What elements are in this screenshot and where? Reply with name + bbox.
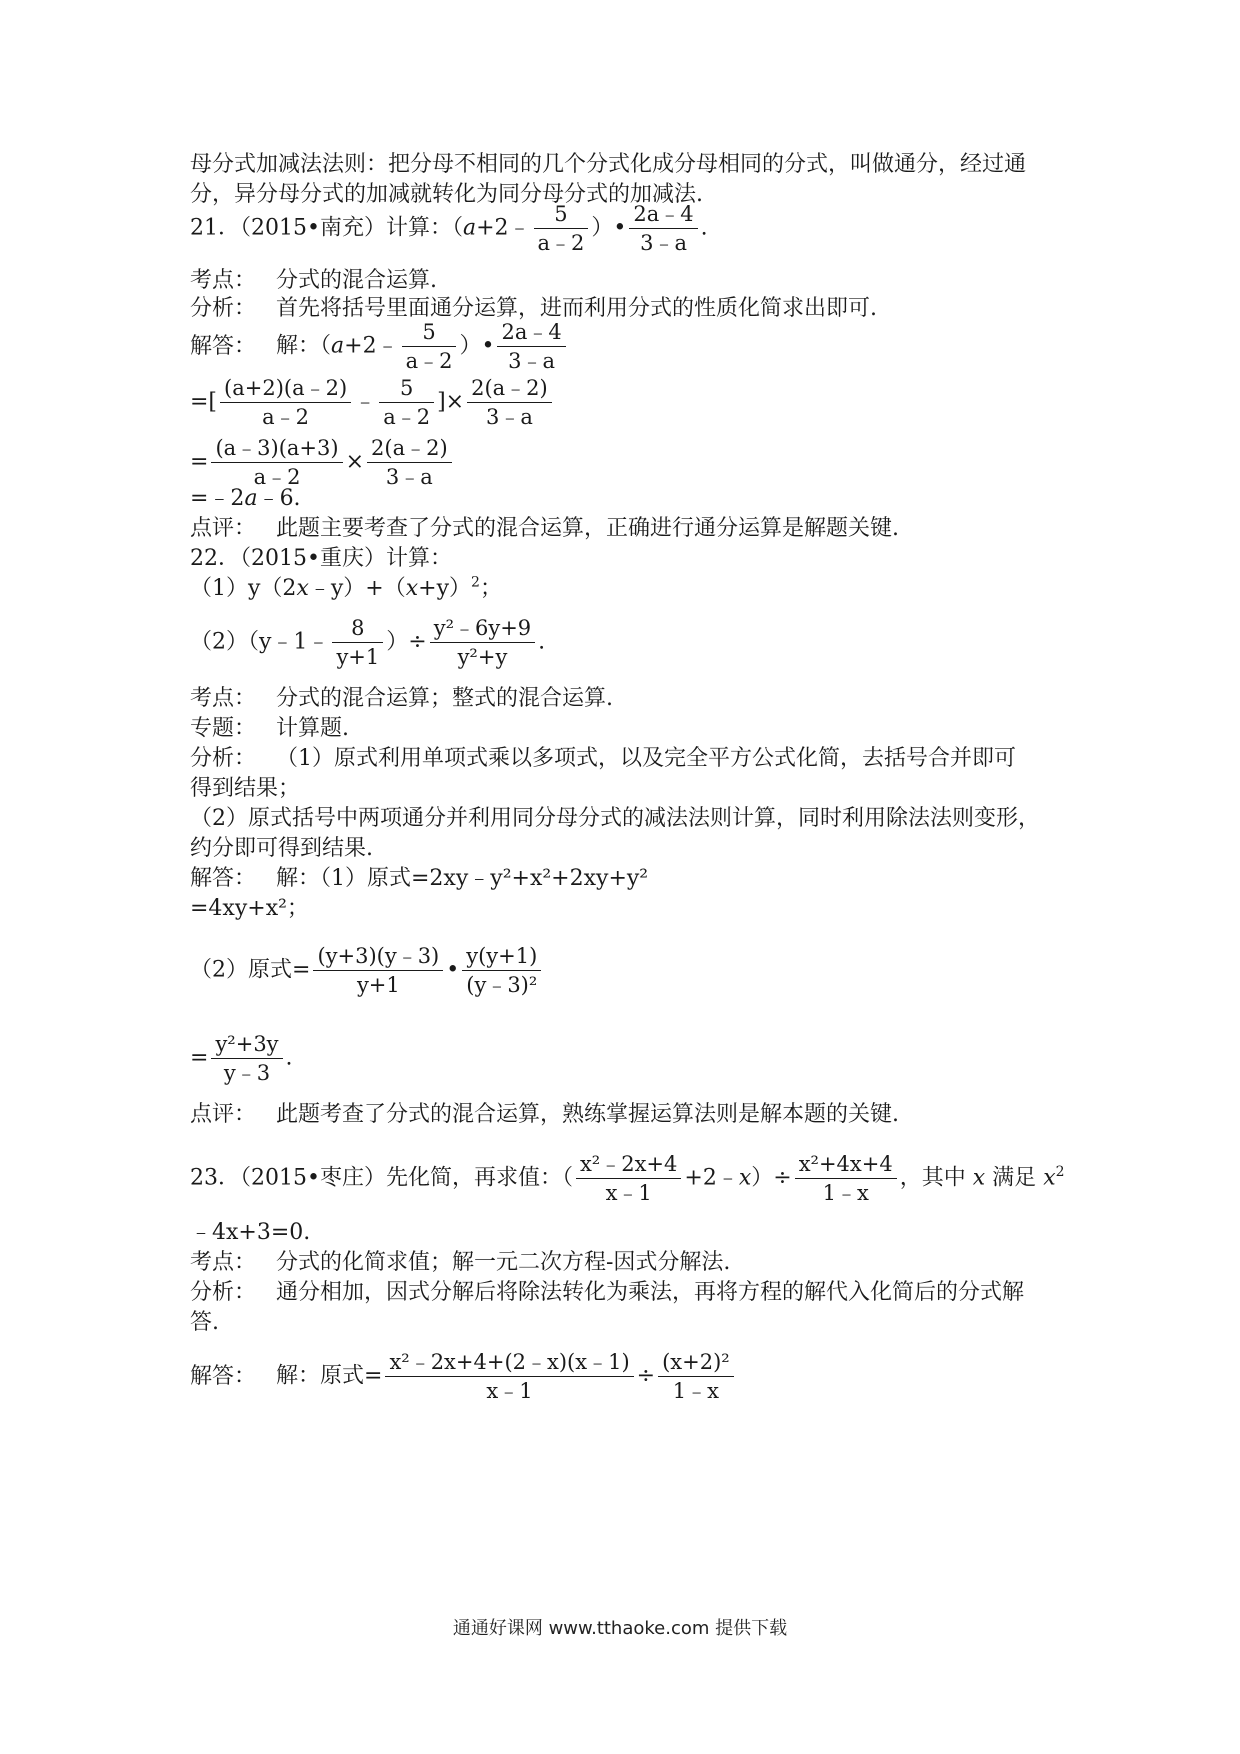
q22-fenxi-2: （2）原式括号中两项通分并利用同分母分式的减法法则计算，同时利用除法法则变形， xyxy=(190,806,1040,831)
q22-zhuanti: 专题： 计算题. xyxy=(190,716,349,741)
q21-kaodian: 考点： 分式的混合运算. xyxy=(190,268,437,293)
q22-jieda2-fraction-2: $\frac{y(y+1)}{\text{(y﹣3)²}}$ xyxy=(462,942,541,999)
q22-fenxi-1b: 得到结果； xyxy=(190,776,301,801)
intro-line-1: 母分式加减法法则：把分母不相同的几个分式化成分母相同的分式，叫做通分，经过通 xyxy=(190,152,1027,177)
q23-kaodian: 考点： 分式的化简求值；解一元二次方程-因式分解法. xyxy=(190,1250,731,1275)
q21-step2-fraction-2: $\frac{5}{a﹣2}$ xyxy=(379,374,434,431)
q21-step3-fraction-1: $\frac{(a﹣3)(a+3)}{a﹣2}$ xyxy=(211,434,342,491)
q22-dianping: 点评： 此题考查了分式的混合运算，熟练掌握运算法则是解本题的关键. xyxy=(190,1102,899,1127)
q23-jieda: 解答： 解：原式= $\frac{\text{x²﹣2x+4+(2﹣x)(x﹣1)}}{x﹣1}$ ÷ $\frac{\text{(x+2)²}}{1﹣x}$ xyxy=(190,1348,737,1405)
q21-dianping: 点评： 此题主要考查了分式的混合运算，正确进行通分运算是解题关键. xyxy=(190,516,899,541)
q23-fraction-1: $\frac{\text{x²﹣2x+4}}{x﹣1}$ xyxy=(576,1150,681,1207)
q23-jieda-fraction-1: $\frac{\text{x²﹣2x+4+(2﹣x)(x﹣1)}}{x﹣1}$ xyxy=(385,1348,633,1405)
q21-fenxi: 分析： 首先将括号里面通分运算，进而利用分式的性质化简求出即可. xyxy=(190,296,877,321)
q21-step3-fraction-2: $\frac{2(a﹣2)}{3﹣a}$ xyxy=(367,434,452,491)
q23-fenxi-b: 答. xyxy=(190,1310,219,1335)
q22-jieda-3: = $\frac{\text{y²+3y}}{y﹣3}$ . xyxy=(190,1032,293,1085)
q21-fraction-1: $\frac{5}{a﹣2}$ xyxy=(534,200,589,257)
q22-jieda2-fraction-1: $\frac{(y+3)(y﹣3)}{y+1}$ xyxy=(313,942,443,999)
q23-question: 23．（2015•枣庄）先化简，再求值：（ $\frac{\text{x²﹣2x+4}}{x﹣1}$ +2﹣x）÷ $\frac{\text{x²+4x+4}}{1﹣x}$ ，其中 x 满足 $x^2$ xyxy=(190,1152,1065,1205)
q22-part2-fraction-2: $\frac{\text{y²﹣6y+9}}{\text{y²+y}}$ xyxy=(430,614,535,671)
q22-jieda-1: 解答： 解：（1）原式=2xy﹣y²+x²+2xy+y² xyxy=(190,866,649,891)
q21-jieda: 解答： 解：（a+2﹣ $\frac{5}{a﹣2}$ ）• $\frac{2a﹣4}{3﹣a}$ xyxy=(190,318,569,375)
q21-result: =﹣2a﹣6. xyxy=(190,486,301,511)
q21-step-2: =[ $\frac{(a+2)(a﹣2)}{a﹣2}$ ﹣ $\frac{5}{a﹣2}$ ]× $\frac{2(a﹣2)}{3﹣a}$ xyxy=(190,374,555,431)
q22-part2-fraction-1: $\frac{8}{y+1}$ xyxy=(332,614,383,671)
q22-jieda-2: （2）原式= $\frac{(y+3)(y﹣3)}{y+1}$ • $\frac{y(y+1)}{\text{(y﹣3)²}}$ xyxy=(190,942,544,999)
q22-fenxi-1: 分析： （1）原式利用单项式乘以多项式，以及完全平方公式化简，去括号合并即可 xyxy=(190,746,1016,771)
q21-jieda-fraction-1: $\frac{5}{a﹣2}$ xyxy=(402,318,457,375)
q21-step-3: = $\frac{(a﹣3)(a+3)}{a﹣2}$ × $\frac{2(a﹣2)}{3﹣a}$ xyxy=(190,434,455,491)
q21-head: 21．（2015•南充）计算：（ xyxy=(190,215,463,241)
q22-jieda3-fraction: $\frac{\text{y²+3y}}{y﹣3}$ xyxy=(211,1030,282,1087)
q22-part-2: （2）（y﹣1﹣ $\frac{8}{y+1}$ ）÷ $\frac{\text{y²﹣6y+9}}{\text{y²+y}}$ . xyxy=(190,616,546,669)
q21-step2-fraction-1: $\frac{(a+2)(a﹣2)}{a﹣2}$ xyxy=(220,374,351,431)
q22-kaodian: 考点： 分式的混合运算；整式的混合运算. xyxy=(190,686,613,711)
q21-jieda-fraction-2: $\frac{2a﹣4}{3﹣a}$ xyxy=(497,318,565,375)
q22-jieda-1b: =4xy+x²； xyxy=(190,896,309,921)
q23-jieda-fraction-2: $\frac{\text{(x+2)²}}{1﹣x}$ xyxy=(658,1348,734,1405)
q21-step2-fraction-3: $\frac{2(a﹣2)}{3﹣a}$ xyxy=(467,374,552,431)
q21-question: 21．（2015•南充）计算：（a+2﹣ $\frac{5}{a﹣2}$ ）• $\frac{2a﹣4}{3﹣a}$ . xyxy=(190,202,708,255)
q21-fraction-2: $\frac{2a﹣4}{3﹣a}$ xyxy=(629,200,697,257)
q23-condition: ﹣4x+3=0. xyxy=(190,1220,311,1245)
page-footer: 通通好课网 www.tthaoke.com 提供下载 xyxy=(452,1618,788,1639)
q23-fraction-2: $\frac{\text{x²+4x+4}}{1﹣x}$ xyxy=(795,1150,897,1207)
intro-line-2: 分，异分母分式的加减就转化为同分母分式的加减法. xyxy=(190,182,703,207)
q22-question: 22．（2015•重庆）计算： xyxy=(190,546,452,571)
q23-fenxi: 分析： 通分相加，因式分解后将除法转化为乘法，再将方程的解代入化简后的分式解 xyxy=(190,1280,1025,1305)
q22-fenxi-2b: 约分即可得到结果. xyxy=(190,836,373,861)
q22-part-1: $(1)y(2x﹣y)+(x+y)^2$； xyxy=(190,574,502,601)
